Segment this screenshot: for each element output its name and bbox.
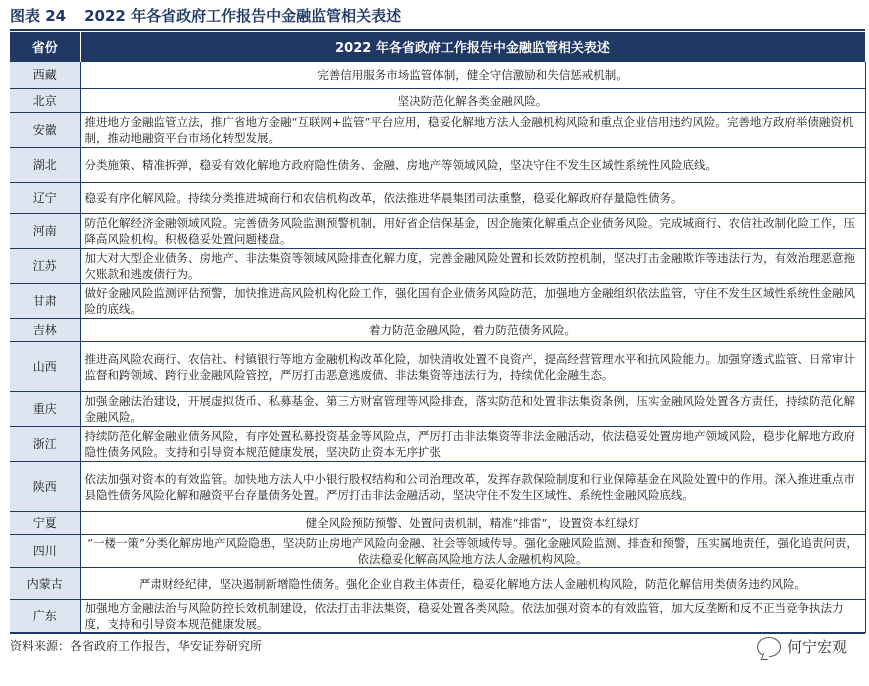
province-cell: 浙江 [10, 427, 80, 462]
province-cell: 吉林 [10, 319, 80, 342]
figure-title-text: 2022 年各省政府工作报告中金融监管相关表述 [84, 7, 402, 25]
table-row [10, 462, 865, 512]
statement-cell: 着力防范金融风险，着力防范债务风险。 [80, 319, 865, 342]
province-cell: 广东 [10, 600, 80, 633]
table-row [10, 392, 865, 427]
statement-cell: 健全风险预防预警、处置问责机制，精准“排雷”，设置资本红绿灯 [80, 512, 865, 535]
table-row [10, 535, 865, 568]
statement-cell: 加大对大型企业债务、房地产、非法集资等领域风险排查化解力度，完善金融风险处置和长效防控机制，坚决打击金融欺诈等违法行为，有效治理恶意拖欠账款和逃废债行为。 [80, 249, 865, 284]
table-row [10, 319, 865, 342]
table-row [10, 62, 865, 89]
table-row [10, 89, 865, 113]
table-row [10, 183, 865, 214]
province-cell: 北京 [10, 89, 80, 113]
wechat-bubble-icon [757, 637, 781, 657]
table-row [10, 249, 865, 284]
statement-cell: 推进地方金融监管立法，推广省地方金融“互联网+监管”平台应用，稳妥化解地方法人金融机构风险和重点企业信用违约风险。完善地方政府举债融资机制，推动地融资平台市场化转型发展。 [80, 113, 865, 148]
table-row [10, 214, 865, 249]
figure-title [10, 4, 401, 28]
province-cell: 西藏 [10, 62, 80, 89]
province-cell: 宁夏 [10, 512, 80, 535]
title-rule [10, 29, 865, 31]
statement-cell: 加强金融法治建设，开展虚拟货币、私募基金、第三方财富管理等风险排查，落实防范和处置非法集资条例，压实金融风险处置各方责任，持续防范化解金融风险。 [80, 392, 865, 427]
province-cell: 江苏 [10, 249, 80, 284]
province-cell: 陕西 [10, 462, 80, 512]
statement-cell: 做好金融风险监测评估预警，加快推进高风险机构化险工作，强化国有企业债务风险防范，加强地方金融组织依法监管，守住不发生区域性系统性金融风险的底线。 [80, 284, 865, 319]
statement-cell: 分类施策、精准拆弹，稳妥有效化解地方政府隐性债务、金融、房地产等领域风险，坚决守住不发生区域性系统性风险底线。 [80, 148, 865, 183]
table-header-row [10, 32, 865, 62]
statement-cell: 稳妥有序化解风险。持续分类推进城商行和农信机构改革，依法推进华晨集团司法重整，稳妥化解政府存量隐性债务。 [80, 183, 865, 214]
province-cell: 安徽 [10, 113, 80, 148]
statement-cell: “一楼一策”分类化解房地产风险隐患，坚决防止房地产风险向金融、社会等领域传导。强化金融风险监测、排查和预警，压实属地责任，强化追责问责，依法稳妥化解高风险地方法人金融机构风险。 [80, 535, 865, 568]
table-row [10, 113, 865, 148]
table-row [10, 284, 865, 319]
figure-label: 图表 24 [10, 7, 67, 25]
province-cell: 辽宁 [10, 183, 80, 214]
policy-table [10, 32, 866, 633]
source-note: 资料来源：各省政府工作报告，华安证券研究所 [10, 632, 865, 654]
table-row [10, 342, 865, 392]
header-statement: 2022 年各省政府工作报告中金融监管相关表述 [80, 32, 865, 62]
province-cell: 重庆 [10, 392, 80, 427]
statement-cell: 持续防范化解金融业债务风险，有序处置私募投资基金等风险点，严厉打击非法集资等非法金融活动，依法稳妥处置房地产领域风险，稳步化解地方政府隐性债务风险。支持和引导资本规范健康发展，坚决防止资本无序扩张 [80, 427, 865, 462]
table-row [10, 512, 865, 535]
statement-cell: 严肃财经纪律，坚决遏制新增隐性债务。强化企业自救主体责任，稳妥化解地方法人金融机构风险，防范化解信用类债务违约风险。 [80, 568, 865, 600]
province-cell: 四川 [10, 535, 80, 568]
statement-cell: 依法加强对资本的有效监管。加快地方法人中小银行股权结构和公司治理改革，发挥存款保险制度和行业保障基金在风险处置中的作用。深入推进重点市县隐性债务风险化解和融资平台存量债务处置。严厉打击非法金融活动，坚决守住不发生区域性、系统性金融风险底线。 [80, 462, 865, 512]
header-province: 省份 [10, 32, 80, 62]
statement-cell: 推进高风险农商行、农信社、村镇银行等地方金融机构改革化险，加快清收处置不良资产，提高经营管理水平和抗风险能力。加强穿透式监管、日常审计监督和跨领域、跨行业金融风险管控，严厉打击恶意逃废债、非法集资等违法行为，持续优化金融生态。 [80, 342, 865, 392]
table-body [10, 62, 865, 633]
province-cell: 内蒙古 [10, 568, 80, 600]
table-row [10, 600, 865, 633]
statement-cell: 加强地方金融法治与风险防控长效机制建设，依法打击非法集资，稳妥处置各类风险。依法加强对资本的有效监管，加大反垄断和反不正当竞争执法力度，支持和引导资本规范健康发展。 [80, 600, 865, 633]
table-row [10, 568, 865, 600]
table-row [10, 148, 865, 183]
watermark-text: 何宁宏观 [786, 638, 847, 656]
watermark [757, 636, 847, 657]
statement-cell: 完善信用服务市场监管体制，健全守信激励和失信惩戒机制。 [80, 62, 865, 89]
province-cell: 河南 [10, 214, 80, 249]
province-cell: 湖北 [10, 148, 80, 183]
statement-cell: 防范化解经济金融领域风险。完善债务风险监测预警机制，用好省企信保基金，因企施策化解重点企业债务风险。完成城商行、农信社改制化险工作，压降高风险机构。积极稳妥处置问题楼盘。 [80, 214, 865, 249]
province-cell: 甘肃 [10, 284, 80, 319]
statement-cell: 坚决防范化解各类金融风险。 [80, 89, 865, 113]
table-row [10, 427, 865, 462]
province-cell: 山西 [10, 342, 80, 392]
